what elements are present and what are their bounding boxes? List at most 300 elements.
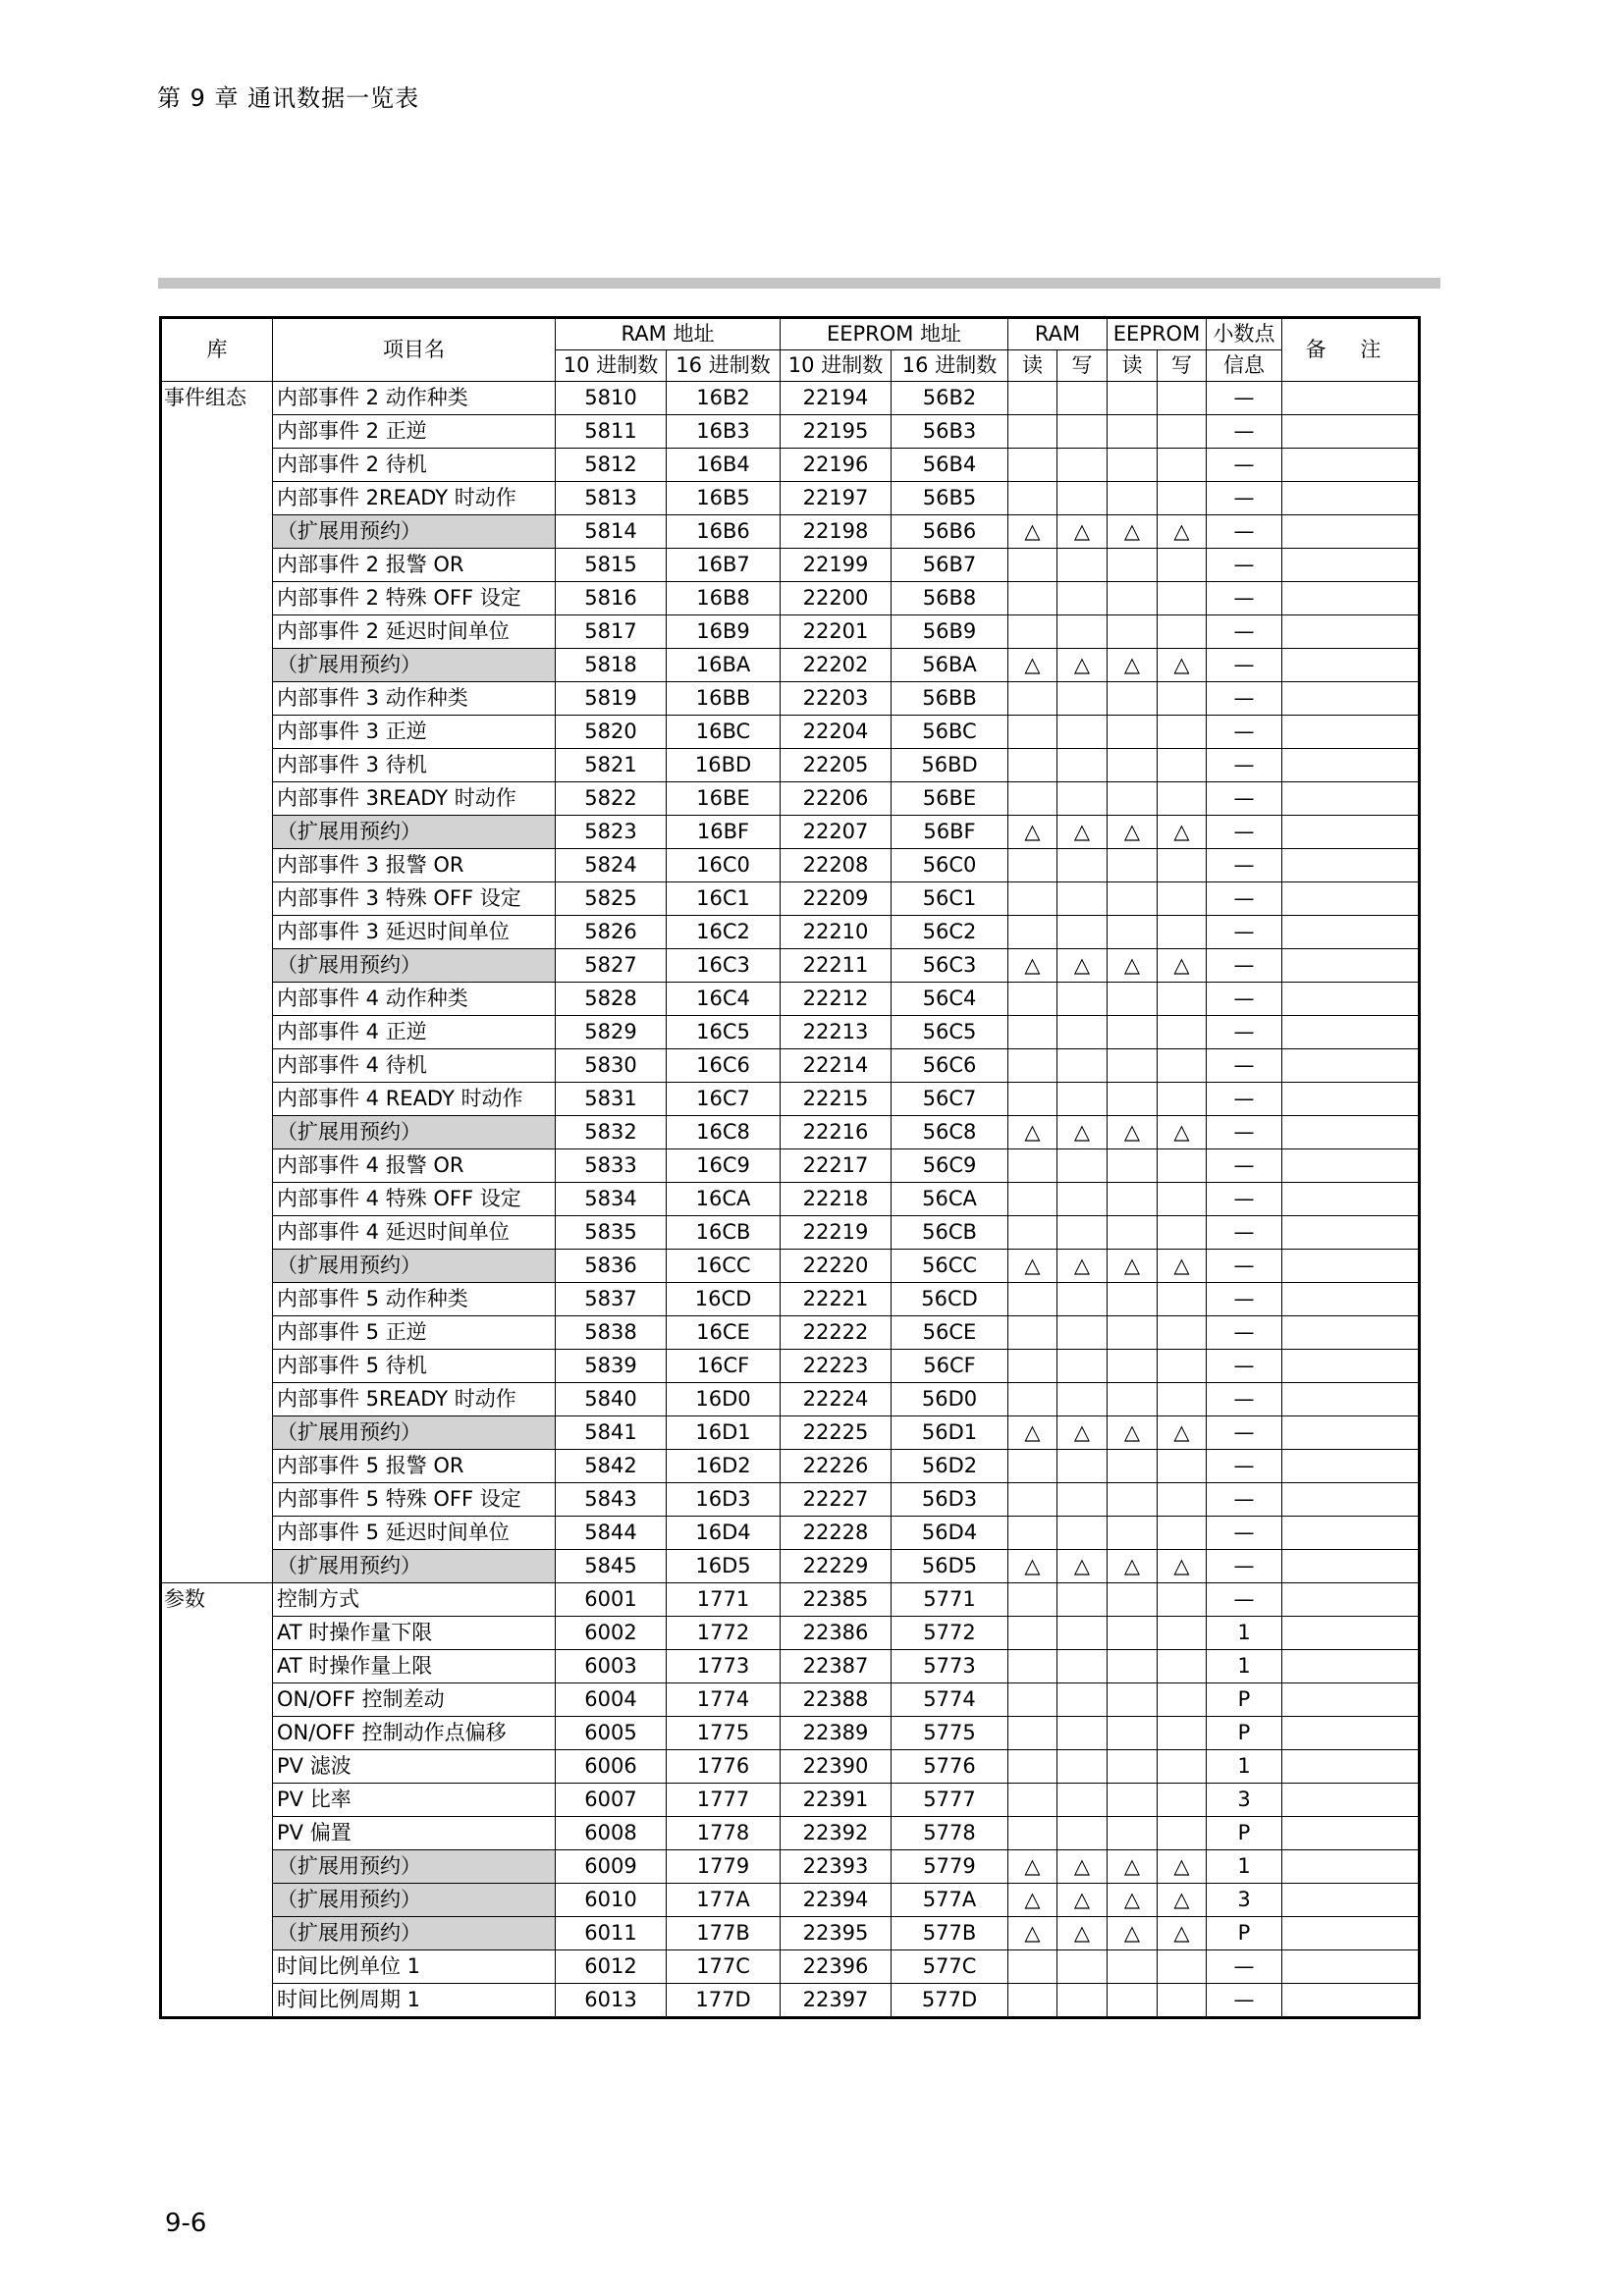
eeprom-read-cell: △ bbox=[1108, 816, 1158, 849]
table-row bbox=[161, 1350, 1420, 1383]
eeprom-hex-cell: 56BC bbox=[892, 716, 1008, 749]
decimal-info-cell: — bbox=[1207, 1450, 1282, 1483]
ram-hex-cell: 16D5 bbox=[667, 1550, 781, 1583]
eeprom-read-cell bbox=[1108, 682, 1158, 716]
eeprom-read-cell bbox=[1108, 1683, 1158, 1717]
eeprom-write-cell bbox=[1158, 749, 1207, 782]
eeprom-dec-cell: 22210 bbox=[781, 916, 892, 949]
eeprom-read-cell bbox=[1108, 716, 1158, 749]
decimal-info-cell: — bbox=[1207, 1950, 1282, 1984]
ram-read-cell: △ bbox=[1008, 1884, 1057, 1917]
ram-write-cell bbox=[1057, 1683, 1108, 1717]
ram-hex-cell: 1779 bbox=[667, 1850, 781, 1884]
eeprom-read-cell: △ bbox=[1108, 1250, 1158, 1283]
eeprom-dec-cell: 22386 bbox=[781, 1617, 892, 1650]
eeprom-hex-cell: 56C6 bbox=[892, 1049, 1008, 1083]
ram-write-cell bbox=[1057, 615, 1108, 649]
eeprom-read-cell bbox=[1108, 1483, 1158, 1517]
ram-dec-cell: 6007 bbox=[556, 1784, 667, 1817]
decimal-info-cell: — bbox=[1207, 1350, 1282, 1383]
eeprom-write-cell: △ bbox=[1158, 1116, 1207, 1149]
ram-hex-cell: 16D1 bbox=[667, 1416, 781, 1450]
eeprom-hex-cell: 56B6 bbox=[892, 515, 1008, 549]
eeprom-dec-cell: 22212 bbox=[781, 983, 892, 1016]
item-name-cell: （扩展用预约） bbox=[273, 1884, 556, 1917]
eeprom-hex-cell: 577A bbox=[892, 1884, 1008, 1917]
eeprom-hex-cell: 5779 bbox=[892, 1850, 1008, 1884]
remarks-cell bbox=[1282, 682, 1420, 716]
eeprom-read-cell bbox=[1108, 482, 1158, 515]
eeprom-write-cell bbox=[1158, 382, 1207, 415]
eeprom-write-cell: △ bbox=[1158, 1550, 1207, 1583]
ram-read-cell bbox=[1008, 682, 1057, 716]
ram-dec-cell: 5818 bbox=[556, 649, 667, 682]
table-row bbox=[161, 949, 1420, 983]
table-row bbox=[161, 382, 1420, 415]
chapter-title: 第 9 章 通讯数据一览表 bbox=[157, 84, 420, 112]
ram-read-cell: △ bbox=[1008, 1250, 1057, 1283]
ram-read-cell: △ bbox=[1008, 1116, 1057, 1149]
ram-read-cell bbox=[1008, 1149, 1057, 1183]
table-row bbox=[161, 1383, 1420, 1416]
ram-write-cell: △ bbox=[1057, 1116, 1108, 1149]
ram-write-cell bbox=[1057, 1083, 1108, 1116]
eeprom-write-cell bbox=[1158, 1183, 1207, 1216]
eeprom-read-cell: △ bbox=[1108, 649, 1158, 682]
ram-dec-cell: 5827 bbox=[556, 949, 667, 983]
item-name-cell: （扩展用预约） bbox=[273, 1550, 556, 1583]
ram-dec-cell: 5810 bbox=[556, 382, 667, 415]
eeprom-hex-cell: 56B8 bbox=[892, 582, 1008, 615]
ram-write-cell bbox=[1057, 549, 1108, 582]
header-decimal-point: 小数点 bbox=[1207, 318, 1282, 350]
ram-read-cell bbox=[1008, 1283, 1057, 1316]
decimal-info-cell: 1 bbox=[1207, 1750, 1282, 1784]
decimal-info-cell: P bbox=[1207, 1683, 1282, 1717]
eeprom-hex-cell: 56C3 bbox=[892, 949, 1008, 983]
eeprom-write-cell bbox=[1158, 1149, 1207, 1183]
decimal-info-cell: — bbox=[1207, 1149, 1282, 1183]
ram-hex-cell: 16BC bbox=[667, 716, 781, 749]
ram-read-cell: △ bbox=[1008, 816, 1057, 849]
item-name-cell: 内部事件 3 正逆 bbox=[273, 716, 556, 749]
ram-dec-cell: 6013 bbox=[556, 1984, 667, 2018]
table-row bbox=[161, 515, 1420, 549]
ram-read-cell bbox=[1008, 1617, 1057, 1650]
decimal-info-cell: — bbox=[1207, 1183, 1282, 1216]
ram-dec-cell: 5813 bbox=[556, 482, 667, 515]
eeprom-write-cell bbox=[1158, 1617, 1207, 1650]
ram-read-cell bbox=[1008, 916, 1057, 949]
ram-hex-cell: 177C bbox=[667, 1950, 781, 1984]
ram-hex-cell: 16C8 bbox=[667, 1116, 781, 1149]
eeprom-read-cell bbox=[1108, 1750, 1158, 1784]
ram-dec-cell: 5825 bbox=[556, 882, 667, 916]
remarks-cell bbox=[1282, 1750, 1420, 1784]
table-row bbox=[161, 1617, 1420, 1650]
remarks-cell bbox=[1282, 1950, 1420, 1984]
ram-hex-cell: 1772 bbox=[667, 1617, 781, 1650]
eeprom-write-cell bbox=[1158, 849, 1207, 882]
ram-write-cell bbox=[1057, 849, 1108, 882]
decimal-info-cell: — bbox=[1207, 549, 1282, 582]
eeprom-dec-cell: 22228 bbox=[781, 1517, 892, 1550]
decimal-info-cell: — bbox=[1207, 682, 1282, 716]
ram-read-cell: △ bbox=[1008, 1917, 1057, 1950]
ram-read-cell bbox=[1008, 749, 1057, 782]
ram-read-cell bbox=[1008, 415, 1057, 449]
ram-hex-cell: 16D0 bbox=[667, 1383, 781, 1416]
ram-hex-cell: 16D2 bbox=[667, 1450, 781, 1483]
table-body bbox=[161, 382, 1420, 2018]
ram-dec-cell: 5841 bbox=[556, 1416, 667, 1450]
ram-write-cell bbox=[1057, 1617, 1108, 1650]
decimal-info-cell: — bbox=[1207, 649, 1282, 682]
table-row bbox=[161, 1049, 1420, 1083]
ram-hex-cell: 16CF bbox=[667, 1350, 781, 1383]
ram-hex-cell: 177D bbox=[667, 1984, 781, 2018]
decimal-info-cell: — bbox=[1207, 1083, 1282, 1116]
ram-hex-cell: 1771 bbox=[667, 1583, 781, 1617]
remarks-cell bbox=[1282, 1717, 1420, 1750]
table-row bbox=[161, 649, 1420, 682]
eeprom-dec-cell: 22226 bbox=[781, 1450, 892, 1483]
decimal-info-cell: 1 bbox=[1207, 1650, 1282, 1683]
decimal-info-cell: — bbox=[1207, 1216, 1282, 1250]
ram-hex-cell: 1773 bbox=[667, 1650, 781, 1683]
eeprom-read-cell bbox=[1108, 749, 1158, 782]
ram-hex-cell: 16CE bbox=[667, 1316, 781, 1350]
eeprom-read-cell bbox=[1108, 882, 1158, 916]
decimal-info-cell: — bbox=[1207, 1116, 1282, 1149]
ram-dec-cell: 5832 bbox=[556, 1116, 667, 1149]
ram-write-cell bbox=[1057, 1183, 1108, 1216]
decimal-info-cell: — bbox=[1207, 949, 1282, 983]
ram-dec-cell: 6005 bbox=[556, 1717, 667, 1750]
eeprom-read-cell bbox=[1108, 1283, 1158, 1316]
ram-write-cell bbox=[1057, 1517, 1108, 1550]
eeprom-dec-cell: 22392 bbox=[781, 1817, 892, 1850]
remarks-cell bbox=[1282, 1316, 1420, 1350]
ram-read-cell bbox=[1008, 382, 1057, 415]
eeprom-read-cell bbox=[1108, 1517, 1158, 1550]
eeprom-write-cell bbox=[1158, 1950, 1207, 1984]
eeprom-dec-cell: 22205 bbox=[781, 749, 892, 782]
remarks-cell bbox=[1282, 1016, 1420, 1049]
eeprom-dec-cell: 22208 bbox=[781, 849, 892, 882]
item-name-cell: （扩展用预约） bbox=[273, 1416, 556, 1450]
ram-hex-cell: 16B2 bbox=[667, 382, 781, 415]
remarks-cell bbox=[1282, 582, 1420, 615]
ram-write-cell bbox=[1057, 882, 1108, 916]
ram-hex-cell: 1777 bbox=[667, 1784, 781, 1817]
eeprom-hex-cell: 56D3 bbox=[892, 1483, 1008, 1517]
remarks-cell bbox=[1282, 1183, 1420, 1216]
eeprom-dec-cell: 22215 bbox=[781, 1083, 892, 1116]
decimal-info-cell: — bbox=[1207, 615, 1282, 649]
table-row bbox=[161, 582, 1420, 615]
eeprom-write-cell: △ bbox=[1158, 816, 1207, 849]
ram-hex-cell: 16C4 bbox=[667, 983, 781, 1016]
eeprom-read-cell: △ bbox=[1108, 949, 1158, 983]
eeprom-read-cell bbox=[1108, 1149, 1158, 1183]
remarks-cell bbox=[1282, 415, 1420, 449]
ram-hex-cell: 16CD bbox=[667, 1283, 781, 1316]
eeprom-write-cell bbox=[1158, 1683, 1207, 1717]
item-name-cell: 内部事件 2 特殊 OFF 设定 bbox=[273, 582, 556, 615]
eeprom-write-cell bbox=[1158, 1383, 1207, 1416]
eeprom-dec-cell: 22222 bbox=[781, 1316, 892, 1350]
item-name-cell: 内部事件 2 动作种类 bbox=[273, 382, 556, 415]
ram-dec-cell: 5843 bbox=[556, 1483, 667, 1517]
ram-dec-cell: 5815 bbox=[556, 549, 667, 582]
eeprom-read-cell bbox=[1108, 1383, 1158, 1416]
ram-dec-cell: 6008 bbox=[556, 1817, 667, 1850]
eeprom-hex-cell: 56B3 bbox=[892, 415, 1008, 449]
remarks-cell bbox=[1282, 849, 1420, 882]
header-remarks: 备 注 bbox=[1282, 318, 1420, 382]
eeprom-dec-cell: 22197 bbox=[781, 482, 892, 515]
header-eeprom-address: EEPROM 地址 bbox=[781, 318, 1008, 350]
eeprom-dec-cell: 22394 bbox=[781, 1884, 892, 1917]
eeprom-hex-cell: 56B5 bbox=[892, 482, 1008, 515]
eeprom-write-cell: △ bbox=[1158, 1250, 1207, 1283]
remarks-cell bbox=[1282, 1617, 1420, 1650]
eeprom-read-cell bbox=[1108, 1183, 1158, 1216]
remarks-cell bbox=[1282, 482, 1420, 515]
ram-hex-cell: 16BD bbox=[667, 749, 781, 782]
eeprom-dec-cell: 22223 bbox=[781, 1350, 892, 1383]
remarks-cell bbox=[1282, 1483, 1420, 1517]
item-name-cell: 内部事件 3 延迟时间单位 bbox=[273, 916, 556, 949]
ram-hex-cell: 16D4 bbox=[667, 1517, 781, 1550]
eeprom-read-cell: △ bbox=[1108, 1917, 1158, 1950]
eeprom-dec-cell: 22214 bbox=[781, 1049, 892, 1083]
ram-dec-cell: 6003 bbox=[556, 1650, 667, 1683]
header-eeprom-write: 写 bbox=[1158, 350, 1207, 382]
item-name-cell: PV 偏置 bbox=[273, 1817, 556, 1850]
eeprom-read-cell bbox=[1108, 615, 1158, 649]
ram-read-cell bbox=[1008, 1750, 1057, 1784]
item-name-cell: 内部事件 5 特殊 OFF 设定 bbox=[273, 1483, 556, 1517]
ram-read-cell bbox=[1008, 1350, 1057, 1383]
ram-read-cell bbox=[1008, 1483, 1057, 1517]
eeprom-read-cell bbox=[1108, 916, 1158, 949]
decimal-info-cell: — bbox=[1207, 382, 1282, 415]
item-name-cell: AT 时操作量上限 bbox=[273, 1650, 556, 1683]
ram-write-cell bbox=[1057, 1450, 1108, 1483]
ram-hex-cell: 16B5 bbox=[667, 482, 781, 515]
eeprom-dec-cell: 22387 bbox=[781, 1650, 892, 1683]
eeprom-hex-cell: 56BB bbox=[892, 682, 1008, 716]
eeprom-dec-cell: 22202 bbox=[781, 649, 892, 682]
ram-hex-cell: 16C7 bbox=[667, 1083, 781, 1116]
header-eeprom-dec: 10 进制数 bbox=[781, 350, 892, 382]
table-row bbox=[161, 449, 1420, 482]
header-eeprom-read: 读 bbox=[1108, 350, 1158, 382]
decimal-info-cell: — bbox=[1207, 1283, 1282, 1316]
table-row bbox=[161, 983, 1420, 1016]
ram-dec-cell: 6002 bbox=[556, 1617, 667, 1650]
ram-read-cell: △ bbox=[1008, 1416, 1057, 1450]
table-row bbox=[161, 682, 1420, 716]
eeprom-dec-cell: 22385 bbox=[781, 1583, 892, 1617]
eeprom-read-cell: △ bbox=[1108, 1116, 1158, 1149]
item-name-cell: 内部事件 2 延迟时间单位 bbox=[273, 615, 556, 649]
eeprom-read-cell bbox=[1108, 1984, 1158, 2018]
decimal-info-cell: — bbox=[1207, 1483, 1282, 1517]
ram-write-cell bbox=[1057, 782, 1108, 816]
ram-read-cell bbox=[1008, 882, 1057, 916]
eeprom-write-cell bbox=[1158, 1583, 1207, 1617]
ram-hex-cell: 16CB bbox=[667, 1216, 781, 1250]
eeprom-read-cell bbox=[1108, 1316, 1158, 1350]
eeprom-dec-cell: 22200 bbox=[781, 582, 892, 615]
header-item-name: 项目名 bbox=[273, 318, 556, 382]
decimal-info-cell: — bbox=[1207, 1383, 1282, 1416]
remarks-cell bbox=[1282, 1383, 1420, 1416]
item-name-cell: 内部事件 2 待机 bbox=[273, 449, 556, 482]
remarks-cell bbox=[1282, 449, 1420, 482]
ram-read-cell bbox=[1008, 1583, 1057, 1617]
ram-read-cell bbox=[1008, 782, 1057, 816]
eeprom-read-cell bbox=[1108, 582, 1158, 615]
eeprom-write-cell: △ bbox=[1158, 1917, 1207, 1950]
table-row bbox=[161, 816, 1420, 849]
eeprom-hex-cell: 56D1 bbox=[892, 1416, 1008, 1450]
item-name-cell: 内部事件 2 正逆 bbox=[273, 415, 556, 449]
eeprom-dec-cell: 22209 bbox=[781, 882, 892, 916]
header-bank: 库 bbox=[161, 318, 273, 382]
ram-read-cell bbox=[1008, 449, 1057, 482]
ram-hex-cell: 16C0 bbox=[667, 849, 781, 882]
decimal-info-cell: — bbox=[1207, 1049, 1282, 1083]
ram-write-cell bbox=[1057, 1650, 1108, 1683]
eeprom-dec-cell: 22227 bbox=[781, 1483, 892, 1517]
eeprom-hex-cell: 56D2 bbox=[892, 1450, 1008, 1483]
eeprom-dec-cell: 22220 bbox=[781, 1250, 892, 1283]
eeprom-write-cell: △ bbox=[1158, 1850, 1207, 1884]
ram-read-cell bbox=[1008, 1016, 1057, 1049]
ram-read-cell: △ bbox=[1008, 515, 1057, 549]
eeprom-hex-cell: 56BE bbox=[892, 782, 1008, 816]
ram-read-cell bbox=[1008, 716, 1057, 749]
decimal-info-cell: — bbox=[1207, 482, 1282, 515]
ram-write-cell bbox=[1057, 415, 1108, 449]
eeprom-write-cell bbox=[1158, 1984, 1207, 2018]
eeprom-write-cell bbox=[1158, 916, 1207, 949]
item-name-cell: 内部事件 3 报警 OR bbox=[273, 849, 556, 882]
eeprom-dec-cell: 22224 bbox=[781, 1383, 892, 1416]
eeprom-read-cell bbox=[1108, 782, 1158, 816]
ram-hex-cell: 16C5 bbox=[667, 1016, 781, 1049]
eeprom-hex-cell: 56BA bbox=[892, 649, 1008, 682]
eeprom-dec-cell: 22225 bbox=[781, 1416, 892, 1450]
ram-read-cell bbox=[1008, 615, 1057, 649]
remarks-cell bbox=[1282, 1149, 1420, 1183]
remarks-cell bbox=[1282, 1850, 1420, 1884]
remarks-cell bbox=[1282, 916, 1420, 949]
eeprom-hex-cell: 5774 bbox=[892, 1683, 1008, 1717]
ram-read-cell bbox=[1008, 1650, 1057, 1683]
table-row bbox=[161, 1183, 1420, 1216]
table-row bbox=[161, 1717, 1420, 1750]
ram-dec-cell: 5835 bbox=[556, 1216, 667, 1250]
bank-cell: 事件组态 bbox=[161, 382, 273, 1583]
header-ram-dec: 10 进制数 bbox=[556, 350, 667, 382]
ram-dec-cell: 5826 bbox=[556, 916, 667, 949]
decimal-info-cell: P bbox=[1207, 1917, 1282, 1950]
item-name-cell: 内部事件 5 待机 bbox=[273, 1350, 556, 1383]
table-row bbox=[161, 482, 1420, 515]
eeprom-dec-cell: 22229 bbox=[781, 1550, 892, 1583]
ram-write-cell: △ bbox=[1057, 949, 1108, 983]
ram-read-cell bbox=[1008, 1383, 1057, 1416]
ram-dec-cell: 5824 bbox=[556, 849, 667, 882]
eeprom-hex-cell: 56B9 bbox=[892, 615, 1008, 649]
header-ram-access: RAM bbox=[1008, 318, 1108, 350]
eeprom-write-cell bbox=[1158, 983, 1207, 1016]
ram-dec-cell: 5834 bbox=[556, 1183, 667, 1216]
eeprom-dec-cell: 22397 bbox=[781, 1984, 892, 2018]
ram-write-cell bbox=[1057, 983, 1108, 1016]
eeprom-hex-cell: 56D4 bbox=[892, 1517, 1008, 1550]
remarks-cell bbox=[1282, 1517, 1420, 1550]
ram-hex-cell: 16BE bbox=[667, 782, 781, 816]
eeprom-read-cell bbox=[1108, 449, 1158, 482]
eeprom-hex-cell: 577D bbox=[892, 1984, 1008, 2018]
eeprom-write-cell: △ bbox=[1158, 649, 1207, 682]
eeprom-hex-cell: 5772 bbox=[892, 1617, 1008, 1650]
ram-hex-cell: 16BF bbox=[667, 816, 781, 849]
eeprom-dec-cell: 22204 bbox=[781, 716, 892, 749]
remarks-cell bbox=[1282, 1049, 1420, 1083]
eeprom-hex-cell: 56BD bbox=[892, 749, 1008, 782]
ram-hex-cell: 16B6 bbox=[667, 515, 781, 549]
item-name-cell: ON/OFF 控制动作点偏移 bbox=[273, 1717, 556, 1750]
remarks-cell bbox=[1282, 816, 1420, 849]
ram-write-cell bbox=[1057, 1216, 1108, 1250]
item-name-cell: 内部事件 3READY 时动作 bbox=[273, 782, 556, 816]
item-name-cell: 内部事件 3 动作种类 bbox=[273, 682, 556, 716]
eeprom-dec-cell: 22199 bbox=[781, 549, 892, 582]
eeprom-hex-cell: 56B7 bbox=[892, 549, 1008, 582]
remarks-cell bbox=[1282, 716, 1420, 749]
table-row bbox=[161, 916, 1420, 949]
table-row bbox=[161, 782, 1420, 816]
eeprom-hex-cell: 56C9 bbox=[892, 1149, 1008, 1183]
remarks-cell bbox=[1282, 983, 1420, 1016]
eeprom-write-cell bbox=[1158, 582, 1207, 615]
eeprom-hex-cell: 56CA bbox=[892, 1183, 1008, 1216]
eeprom-dec-cell: 22391 bbox=[781, 1784, 892, 1817]
eeprom-write-cell: △ bbox=[1158, 949, 1207, 983]
ram-write-cell bbox=[1057, 1383, 1108, 1416]
eeprom-dec-cell: 22218 bbox=[781, 1183, 892, 1216]
eeprom-hex-cell: 56C7 bbox=[892, 1083, 1008, 1116]
table-row bbox=[161, 615, 1420, 649]
decimal-info-cell: 3 bbox=[1207, 1784, 1282, 1817]
eeprom-hex-cell: 56C0 bbox=[892, 849, 1008, 882]
remarks-cell bbox=[1282, 1817, 1420, 1850]
decimal-info-cell: — bbox=[1207, 983, 1282, 1016]
ram-read-cell bbox=[1008, 1316, 1057, 1350]
eeprom-dec-cell: 22217 bbox=[781, 1149, 892, 1183]
table-row bbox=[161, 549, 1420, 582]
ram-read-cell bbox=[1008, 1950, 1057, 1984]
ram-write-cell: △ bbox=[1057, 515, 1108, 549]
eeprom-write-cell: △ bbox=[1158, 515, 1207, 549]
